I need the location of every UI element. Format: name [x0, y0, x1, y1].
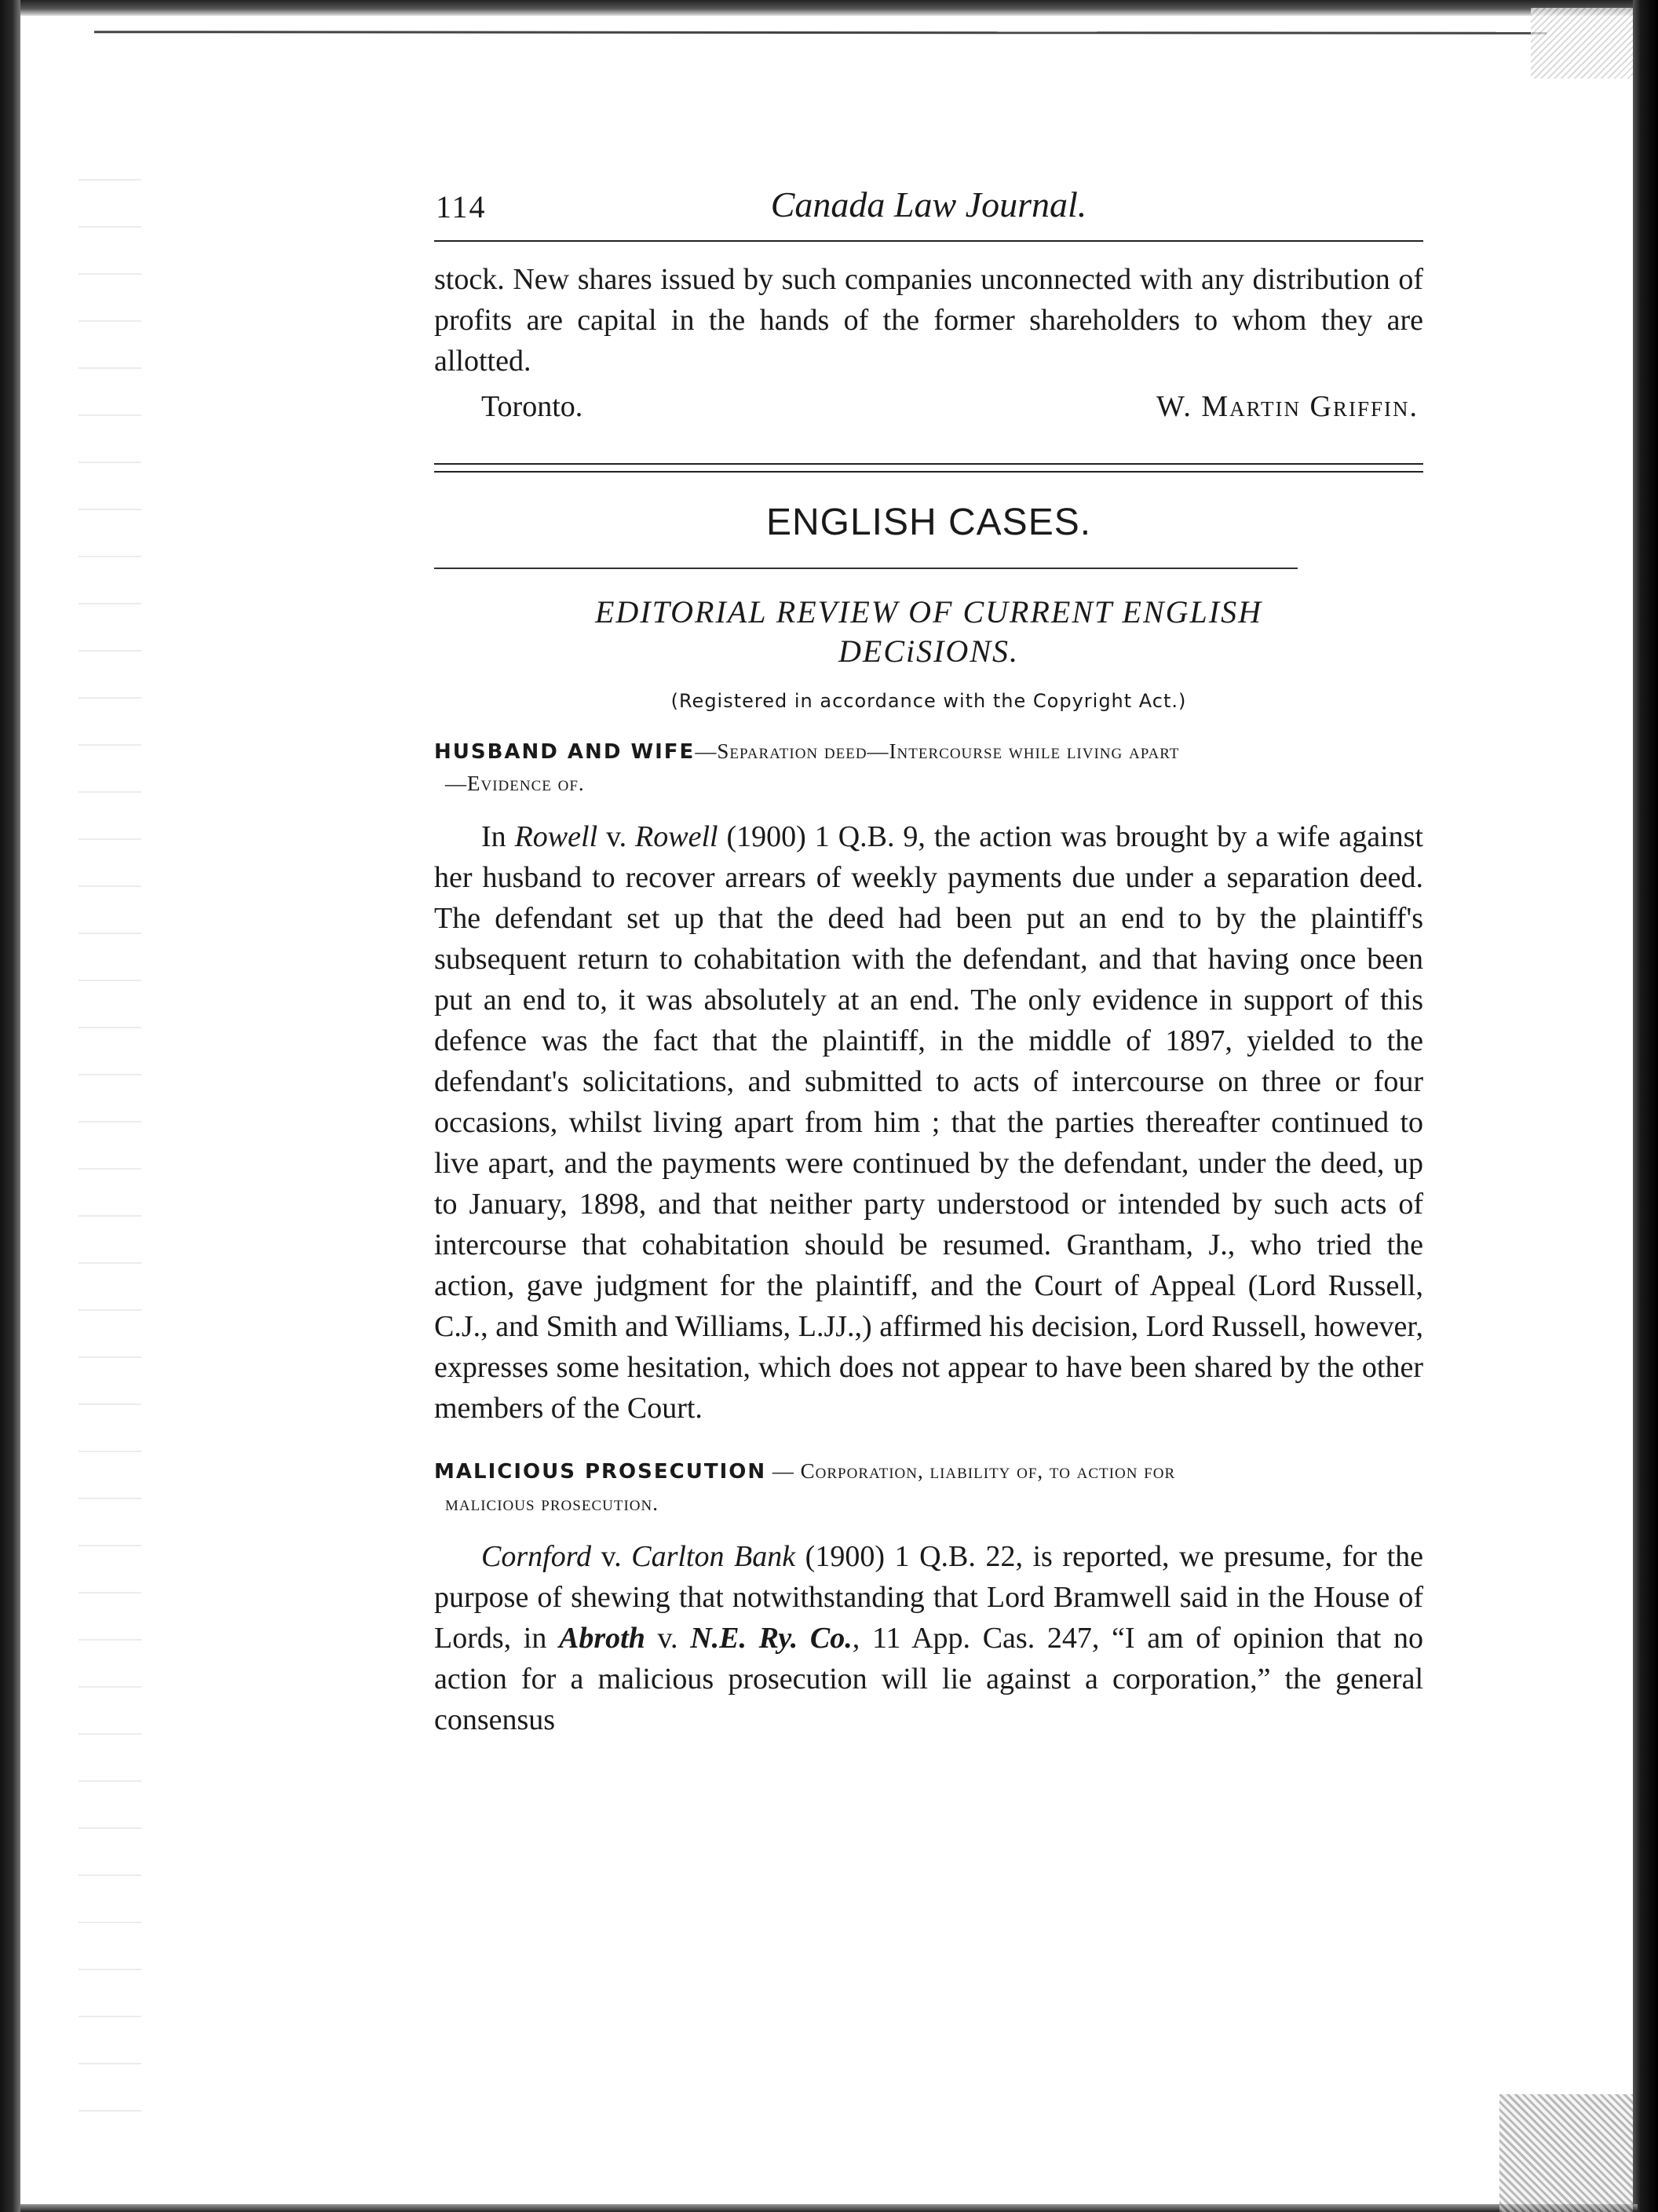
editorial-heading-line2: DECiSIONS. [838, 633, 1019, 669]
section-rule-upper [434, 463, 1423, 465]
header-rule [434, 240, 1423, 242]
scan-speckle-margin [79, 157, 141, 2119]
case2-headnote-topic: MALICIOUS PROSECUTION [434, 1460, 767, 1484]
case2-paragraph [434, 1536, 1423, 1740]
case2-party-a: Cornford [481, 1540, 592, 1573]
scan-edge-bottom [20, 2204, 1638, 2212]
case2-versus: v. [591, 1540, 632, 1573]
case1-headnote [434, 736, 1423, 799]
case1-party-b: Rowell [635, 820, 718, 853]
case2-headnote-subtopic: — Corporation, liability of, to action for [766, 1459, 1176, 1483]
editorial-heading-line1: EDITORIAL REVIEW OF CURRENT ENGLISH [595, 594, 1262, 630]
case2-cited-party-b: N.E. Ry. Co. [690, 1622, 853, 1655]
scan-edge-left [0, 0, 20, 2212]
case2-party-b: Carlton Bank [631, 1540, 796, 1573]
scan-corner-bottom-right [1499, 2094, 1633, 2212]
case1-headnote-continuation: —Evidence of. [445, 772, 585, 795]
scan-top-line [94, 31, 1547, 35]
case2-headnote-continuation: malicious prosecution. [445, 1491, 659, 1515]
page-number: 114 [436, 189, 487, 224]
signoff-author: W. Martin Griffin. [1156, 390, 1419, 423]
editorial-heading [434, 593, 1423, 671]
running-head [434, 181, 1423, 235]
scan-edge-right [1633, 0, 1658, 2212]
case2-body-part2: , 11 App. Cas. 247, “I am of opinion that no action for a malicious prosecution will lie against a corporation,” the general consensus [434, 1622, 1423, 1736]
intro-paragraph: stock. New shares issued by such companies unconnected with any distribution of profits are capital in the hands of the former shareholders to whom they are allotted. [434, 263, 1423, 378]
case2-body-part1: (1900) 1 Q.B. 22, is reported, we presume, for the purpose of shewing that notwithstanding that Lord Bramwell said in the House of Lords, in [434, 1540, 1423, 1655]
section-double-rule [434, 463, 1423, 473]
case1-headnote-topic: HUSBAND AND WIFE [434, 740, 696, 764]
section-rule-lower [434, 471, 1423, 473]
section-title: ENGLISH CASES. [765, 502, 1092, 543]
case2-cited-versus: v. [645, 1622, 691, 1655]
case1-body: (1900) 1 Q.B. 9, the action was brought by a wife against her husband to recover arrears of weekly payments due under a separation deed. The defendant set up that the deed had been put an end to by the plaintiff's subsequent return to cohabitation with the defendant, and that having once been put an end to, it was absolutely at an end. The only evidence in support of this defence was the fact that the plaintiff, in the middle of 1897, yielded to the defendant's solicitations, and submitted to acts of intercourse on three or four occasions, whilst living apart from him ; that the parties thereafter continued to live apart, and the payments were continued by the defendant, under the deed, up to January, 1898, and that neither party understood or intended by such acts of intercourse that cohabitation should be resumed. Grantham, J., who tried the action, gave judgment for the plaintiff, and the Court of Appeal (Lord Russell, C.J., and Smith and Williams, L.JJ.,) affirmed his decision, Lord Russell, however, expresses some hesitation, which does not appear to have been shared by the other members of the Court. [434, 820, 1423, 1425]
case1-lead-in: In [481, 820, 515, 853]
scan-edge-top [0, 0, 1658, 16]
section-title-rule [434, 568, 1298, 569]
document-page [434, 181, 1423, 1740]
copyright-note: (Registered in accordance with the Copyright Act.) [670, 690, 1187, 712]
case1-party-a: Rowell [514, 820, 598, 853]
case1-headnote-subtopic: —Separation deed—Intercourse while living apart [695, 739, 1180, 763]
signoff [434, 386, 1423, 430]
case2-cited-party-a: Abroth [559, 1622, 645, 1655]
scan-corner-top-right [1531, 8, 1633, 78]
signoff-place: Toronto. [481, 390, 583, 423]
case1-paragraph [434, 816, 1423, 1429]
journal-title: Canada Law Journal. [770, 184, 1087, 224]
case1-versus: v. [597, 820, 636, 853]
case2-headnote [434, 1455, 1423, 1519]
